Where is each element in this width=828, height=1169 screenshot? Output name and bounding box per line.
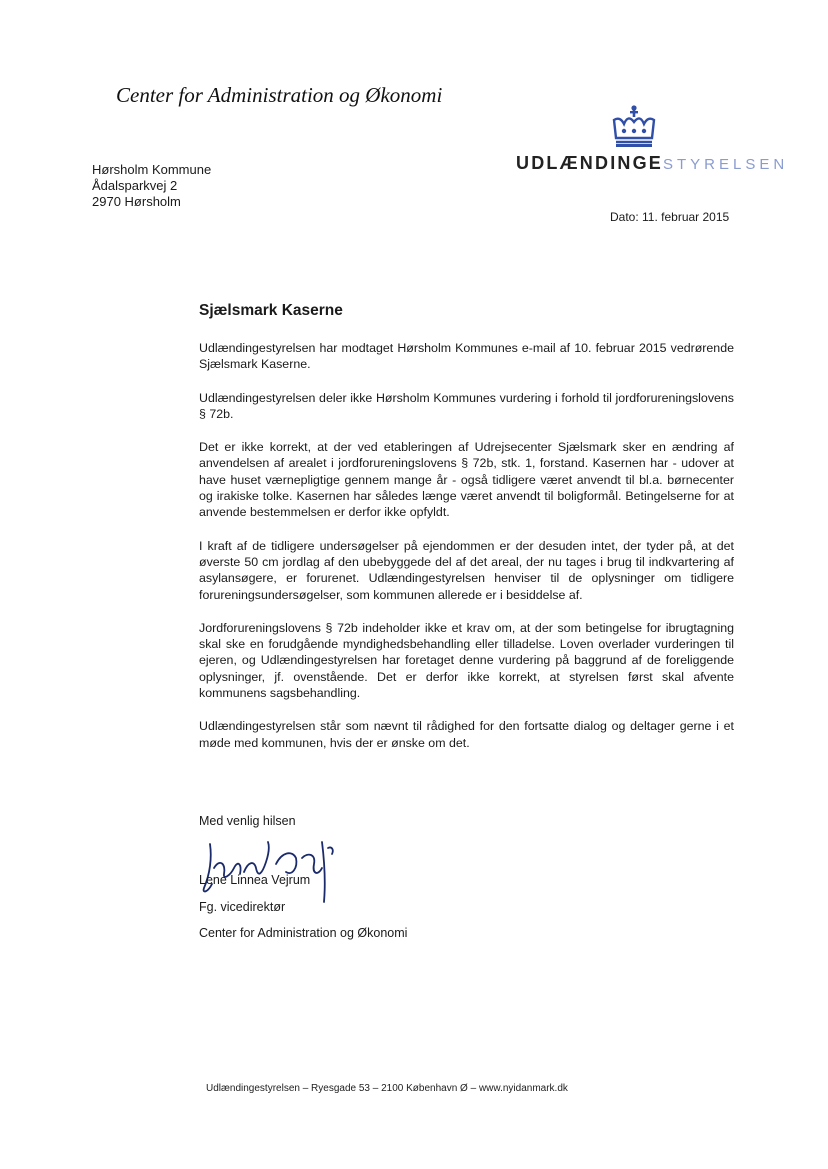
agency-logo-text [516, 153, 788, 174]
body-paragraph: Jordforureningslovens § 72b indeholder ikke et krav om, at der som betingelse for ibrugtagning skal ske en forudgående myndighedsbehandling eller tilladelse. Loven overlader vurderingen til ejeren, og Udlændingestyrelsen har foretaget denne vurdering på baggrund af de foreliggende oplysninger, jf. ovenstående. Det er derfor ikke korrekt, at styrelsen først skal afvente kommunens sagsbehandling. [199, 620, 734, 701]
body-paragraph: I kraft af de tidligere undersøgelser på ejendommen er der desuden intet, der tyder på, at det øverste 50 cm jordlag af den ubebyggede del af det areal, der nu tages i brug til indkvartering af asylansøgere, er forurenet. Udlændingestyrelsen henviser til de oplysninger om tidligere forureningsundersøgelser, som kommunen allerede er i besiddelse af. [199, 538, 734, 602]
letter-closing: Med venlig hilsen [199, 814, 296, 828]
signer-title: Fg. vicedirektør [199, 900, 286, 914]
letter-body [199, 340, 734, 768]
recipient-line: Ådalsparkvej 2 [92, 178, 178, 193]
letter-subject: Sjælsmark Kaserne [199, 302, 343, 319]
recipient-address [92, 162, 211, 210]
body-paragraph: Det er ikke korrekt, at der ved etableringen af Udrejsecenter Sjælsmark sker en ændring af anvendelsen af arealet i jordforureningslovens § 72b, stk. 1, forstand. Kasernen har - udover at have huset værnepligtige gennem mange år - også tidligere været anvendt til bl.a. børnecenter og irakiske tolke. Kasernen har således længe været anvendt til boligformål. Betingelserne for at anvende bestemmelsen er derfor ikke opfyldt. [199, 440, 734, 520]
letter-date: Dato: 11. februar 2015 [610, 210, 730, 224]
crown-logo-icon [610, 104, 658, 148]
recipient-line: Hørsholm Kommune [92, 162, 212, 177]
signer-name: Lene Linnea Vejrum [199, 873, 311, 887]
recipient-line: 2970 Hørsholm [92, 194, 181, 209]
department-header: Center for Administration og Økonomi [116, 83, 443, 107]
body-paragraph: Udlændingestyrelsen står som nævnt til rådighed for den fortsatte dialog og deltager gerne i et møde med kommunen, hvis der er ønske om det. [199, 719, 734, 750]
handwritten-signature [196, 818, 346, 908]
body-paragraph: Udlændingestyrelsen har modtaget Hørsholm Kommunes e-mail af 10. februar 2015 vedrørende Sjælsmark Kaserne. [199, 341, 734, 372]
page-footer: Udlændingestyrelsen – Ryesgade 53 – 2100 København Ø – www.nyidanmark.dk [206, 1083, 568, 1094]
logo-text-light: STYRELSEN [663, 156, 789, 173]
body-paragraph: Udlændingestyrelsen deler ikke Hørsholm Kommunes vurdering i forhold til jordforureningslovens § 72b. [199, 390, 734, 421]
logo-text-bold: UDLÆNDINGE [516, 153, 663, 173]
signer-department: Center for Administration og Økonomi [199, 926, 408, 940]
